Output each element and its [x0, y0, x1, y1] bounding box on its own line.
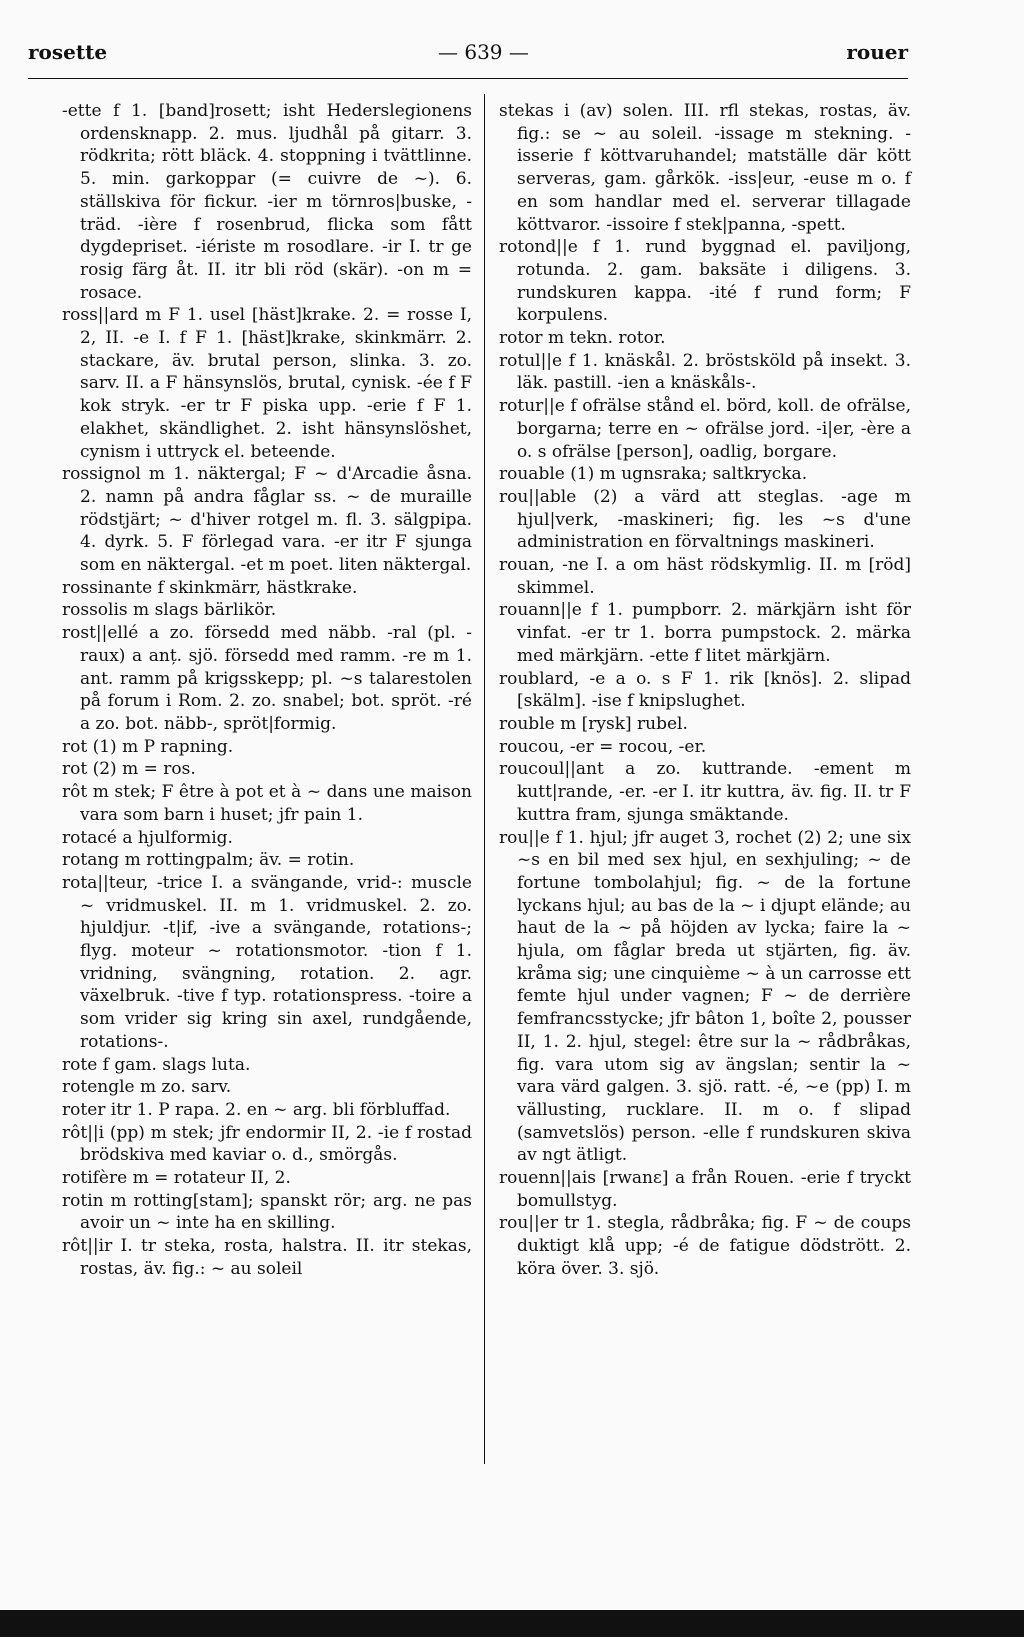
dictionary-entry: rouble m [rysk] rubel. [499, 713, 688, 734]
dictionary-entry: stekas i (av) solen. III. rfl stekas, rostas, äv. fig.: se ~ au soleil. -issage m stekning. -isserie f köttvaruhandel; matställe där kött serveras, gam. gårkök. -iss|eur, -euse m o. f en som handlar med el. serverar tillagade köttvaror. -issoire f stek|panna, -spett. [499, 101, 911, 235]
dictionary-entry: rotin m rotting[stam]; spanskt rör; arg. ne pas avoir un ~ inte ha en skilling. [62, 1190, 472, 1234]
dictionary-entry: rouann||e f 1. pumpborr. 2. märkjärn isht för vinfat. -er tr 1. borra pumpstock. 2. märka med märkjärn. -ette f litet märkjärn. [499, 600, 911, 666]
dictionary-entry: rou||able (2) a värd att steglas. -age m hjul|verk, -maskineri; fig. les ~s d'une administration en förvaltnings maskineri. [499, 486, 911, 553]
dictionary-entry: rotul||e f 1. knäskål. 2. bröstsköld på insekt. 3. läk. pastill. -ien a knäskåls-. [499, 350, 911, 394]
dictionary-entry: rotond||e f 1. rund byggnad el. paviljong, rotunda. 2. gam. baksäte i diligens. 3. rundskuren kappa. -ité f rund form; F korpulens. [499, 237, 911, 326]
dictionary-entry: rôt m stek; F être à pot et à ~ dans une maison vara som barn i huset; jfr pain 1. [62, 782, 472, 825]
dictionary-entry: rou||e f 1. hjul; jfr auget 3, rochet (2) 2; une six ~s en bil med sex hjul, en sexhjuling; ~ de fortune tombolahjul; fig. ~ de la fortune lyckans hjul; au bas de la ~ i djupt elände; au haut de la ~ på höjden av lycka; faire la ~ hjula, om fåglar breda ut stjärten, fig. äv. kråma sig; une cinquième ~ à un carrosse ett femte hjul under vagnen; F ~ de derrière femfrancsstycke; jfr bâton 1, boîte 2, pousser II, 1. 2. hjul, stegel: être sur la ~ rådbråkas, fig. vara utom sig av ängslan; sentir la ~ vara värd galgen. 3. sjö. ratt. -é, ~e (pp) I. m vällusting, rucklare. II. m o. f slipad (samvetslös) person. -elle f rundskuren skiva av ngt ätligt. [499, 827, 911, 1166]
dictionary-entry: rôt||i (pp) m stek; jfr endormir II, 2. -ie f rostad brödskiva med kaviar o. d., smörgås. [62, 1122, 472, 1166]
dictionary-entry: rossinante f skinkmärr, hästkrake. [62, 577, 358, 598]
dictionary-entry: ross||ard m F 1. usel [häst]krake. 2. = rosse I, 2, II. -e I. f F 1. [häst]krake, skinkmärr. 2. stackare, äv. brutal person, slinka. 3. zo. sarv. II. a F hänsynslös, brutal, cynisk. -ée f F kok stryk. -er tr F piska upp. -erie f F 1. elakhet, skändlighet. 2. isht hänsynslöshet, cynism i uttryck el. beteende. [62, 305, 472, 462]
page-number: — 639 — [438, 40, 529, 64]
dictionary-entry: rouan, -ne I. a om häst rödskymlig. II. m [röd] skimmel. [499, 555, 911, 598]
dictionary-entry: rotengle m zo. sarv. [62, 1077, 232, 1098]
dictionary-entry: rossignol m 1. näktergal; F ~ d'Arcadie åsna. 2. namn på andra fåglar ss. ~ de muraille rödstjärt; ~ d'hiver rotgel m. fl. 3. sälgpipa. 4. dyrk. 5. F förlegad vara. -er itr F sjunga som en näktergal. -et m poet. liten näktergal. [62, 464, 472, 576]
dictionary-entry: rotifère m = rotateur II, 2. [62, 1168, 291, 1189]
dictionary-entry: rossolis m slags bärlikör. [62, 600, 277, 621]
dictionary-entry: rouenn||ais [rwanɛ] a från Rouen. -erie f tryckt bomullstyg. [499, 1168, 911, 1211]
header-left-guideword: rosette [28, 40, 108, 64]
dictionary-entry: rost||ellé a zo. försedd med näbb. -ral (pl. -raux) a anț. sjö. försedd med ramm. -re m 1. ant. ramm på krigsskepp; pl. ~s talarestolen på forum i Rom. 2. zo. snabel; bot. spröt. -ré a zo. bot. näbb-, spröt|formig. [62, 623, 472, 734]
scan-edge-bar [0, 1610, 1024, 1637]
dictionary-entry: rota||teur, -trice I. a svängande, vrid-: muscle ~ vridmuskel. II. m 1. vridmuskel. 2. zo. hjuldjur. -t|if, -ive a svängande, rotations-; flyg. moteur ~ rotationsmotor. -tion f 1. vridning, svängning, rotation. 2. agr. växelbruk. -tive f typ. rotationspress. -toire a som vrider sig kring sin axel, rundgående, rotations-. [62, 872, 472, 1052]
dictionary-entry: rotang m rottingpalm; äv. = rotin. [62, 850, 355, 871]
dictionary-entry: roublard, -e a o. s F 1. rik [knös]. 2. slipad [skälm]. -ise f knipslughet. [499, 668, 911, 712]
left-column [62, 100, 472, 1281]
dictionary-entry: roucoul||ant a zo. kuttrande. -ement m kutt|rande, -er. -er I. itr kuttra, äv. fig. II. tr F kuttra fram, sjunga smäktande. [499, 759, 911, 825]
dictionary-entry: roucou, -er = rocou, -er. [499, 736, 707, 757]
dictionary-entry: rot (1) m P rapning. [62, 736, 234, 757]
dictionary-entry: roter itr 1. P rapa. 2. en ~ arg. bli förbluffad. [62, 1099, 451, 1120]
dictionary-entry: rôt||ir I. tr steka, rosta, halstra. II. itr stekas, rostas, äv. fig.: ~ au soleil [62, 1236, 472, 1279]
dictionary-entry: rote f gam. slags luta. [62, 1054, 251, 1075]
right-column [499, 100, 911, 1281]
dictionary-entry: rot (2) m = ros. [62, 759, 196, 780]
page-header [28, 40, 908, 76]
dictionary-entry: rotacé a hjulformig. [62, 827, 233, 848]
dictionary-entry: rotur||e f ofrälse stånd el. börd, koll. de ofrälse, borgarna; terre en ~ ofrälse jord. -i|er, -ère a o. s ofrälse [person], oadlig, borgare. [499, 396, 911, 462]
header-right-guideword: rouer [846, 40, 908, 64]
header-rule [28, 78, 908, 79]
dictionary-entry: rouable (1) m ugnsraka; saltkrycka. [499, 464, 808, 485]
column-divider [484, 94, 485, 1464]
dictionary-entry: rotor m tekn. rotor. [499, 328, 666, 349]
dictionary-entry: rou||er tr 1. stegla, rådbråka; fig. F ~ de coups duktigt klå upp; -é de fatigue dödstrött. 2. köra över. 3. sjö. [499, 1213, 911, 1279]
dictionary-entry: -ette f 1. [band]rosett; isht Hederslegionens ordensknapp. 2. mus. ljudhål på gitarr. 3. rödkrita; rött bläck. 4. stoppning i tvättlinne. 5. min. garkoppar (= cuivre de ~). 6. ställskiva för fickur. -ier m törnros|buske, -träd. -ière f rosenbrud, flicka som fått dygdepriset. -iériste m rosodlare. -ir I. tr ge rosig färg åt. II. itr bli röd (skär). -on m = rosace. [62, 101, 472, 303]
